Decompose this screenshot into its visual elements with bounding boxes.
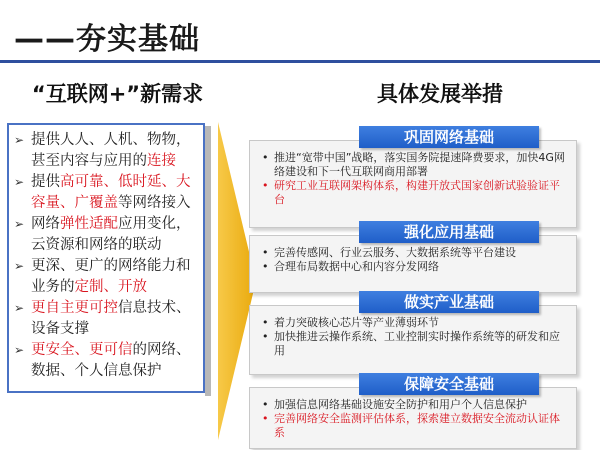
arrow-bullet-icon: ➢ <box>14 301 25 315</box>
highlight-text: 更自主更可控 <box>31 300 118 316</box>
arrow-bullet-icon: ➢ <box>14 175 25 189</box>
measure-panel <box>249 387 577 449</box>
bullet-dot-icon: • <box>262 179 269 192</box>
arrow-bullet-icon: ➢ <box>14 217 25 231</box>
bullet-dot-icon: • <box>262 260 269 273</box>
highlight-text: 连接 <box>147 153 176 169</box>
measure-panel <box>249 305 577 375</box>
bullet-dot-icon: • <box>262 246 269 259</box>
requirement-text: 的网络、数据、个人信息保护 <box>31 342 191 379</box>
requirement-item <box>13 256 199 298</box>
bullet-dot-icon: • <box>262 398 269 411</box>
requirements-box <box>7 123 205 393</box>
title-underline <box>0 60 600 63</box>
measure-list <box>260 246 570 274</box>
requirement-item <box>13 130 199 172</box>
highlight-text: 高可靠、低时延、大容量、广覆盖 <box>31 174 191 211</box>
measure-block-title: 做实产业基础 <box>359 291 539 313</box>
right-column-heading: 具体发展举措 <box>377 82 503 106</box>
left-box-shadow <box>205 126 211 396</box>
measure-text: 完善网络安全监测评估体系，探索建立数据安全流动认证体系 <box>274 412 560 439</box>
requirements-list <box>13 130 199 382</box>
requirement-item <box>13 298 199 340</box>
requirement-text: 网络 <box>31 216 60 232</box>
bullet-dot-icon: • <box>262 151 269 164</box>
requirement-text: 更深、更广的网络能力和业务的 <box>31 258 191 295</box>
measure-panel <box>249 235 577 293</box>
highlight-text: 定制、开放 <box>74 279 147 295</box>
measure-list <box>260 151 570 207</box>
measure-panel <box>249 140 577 228</box>
requirement-item <box>13 340 199 382</box>
requirement-text: 应用变化，云资源和网络的联动 <box>31 216 191 253</box>
measure-block-title: 巩固网络基础 <box>359 126 539 148</box>
bullet-dot-icon: • <box>262 316 269 329</box>
measure-item <box>260 398 570 412</box>
requirement-text: 等网络接入 <box>118 195 191 211</box>
requirement-text: 提供 <box>31 174 60 190</box>
arrow-bullet-icon: ➢ <box>14 259 25 273</box>
measure-list <box>260 316 570 358</box>
measure-text: 合理布局数据中心和内容分发网络 <box>274 260 439 273</box>
highlight-text: 更安全、更可信 <box>31 342 133 358</box>
measure-text: 研究工业互联网架构体系，构建开放式国家创新试验验证平台 <box>274 179 560 206</box>
bullet-dot-icon: • <box>262 330 269 343</box>
measure-item <box>260 260 570 274</box>
bullet-dot-icon: • <box>262 412 269 425</box>
arrow-bullet-icon: ➢ <box>14 343 25 357</box>
requirement-text: 信息技术、设备支撑 <box>31 300 191 337</box>
measure-block-title: 保障安全基础 <box>359 373 539 395</box>
slide-title: ——夯实基础 <box>14 22 200 57</box>
requirement-item <box>13 172 199 214</box>
measure-item <box>260 412 570 440</box>
left-column-heading: “互联网+”新需求 <box>31 82 204 106</box>
measure-item <box>260 316 570 330</box>
requirement-text: 提供人人、人机、物物，甚至内容与应用的 <box>31 132 191 169</box>
measure-item <box>260 330 570 358</box>
requirement-item <box>13 214 199 256</box>
slide-header <box>0 0 600 72</box>
measure-list <box>260 398 570 440</box>
arrow-bullet-icon: ➢ <box>14 133 25 147</box>
measure-text: 完善传感网、行业云服务、大数据系统等平台建设 <box>274 246 516 259</box>
measure-text: 着力突破核心芯片等产业薄弱环节 <box>274 316 439 329</box>
measure-text: 加快推进云操作系统、工业控制实时操作系统等的研发和应用 <box>274 330 560 357</box>
measure-text: 加强信息网络基础设施安全防护和用户个人信息保护 <box>274 398 527 411</box>
highlight-text: 弹性适配 <box>60 216 118 232</box>
measure-text: 推进“宽带中国”战略，落实国务院提速降费要求，加快4G网络建设和下一代互联网商用部署 <box>274 151 565 178</box>
measure-item <box>260 151 570 179</box>
measure-item <box>260 179 570 207</box>
measure-item <box>260 246 570 260</box>
measure-block-title: 强化应用基础 <box>359 221 539 243</box>
